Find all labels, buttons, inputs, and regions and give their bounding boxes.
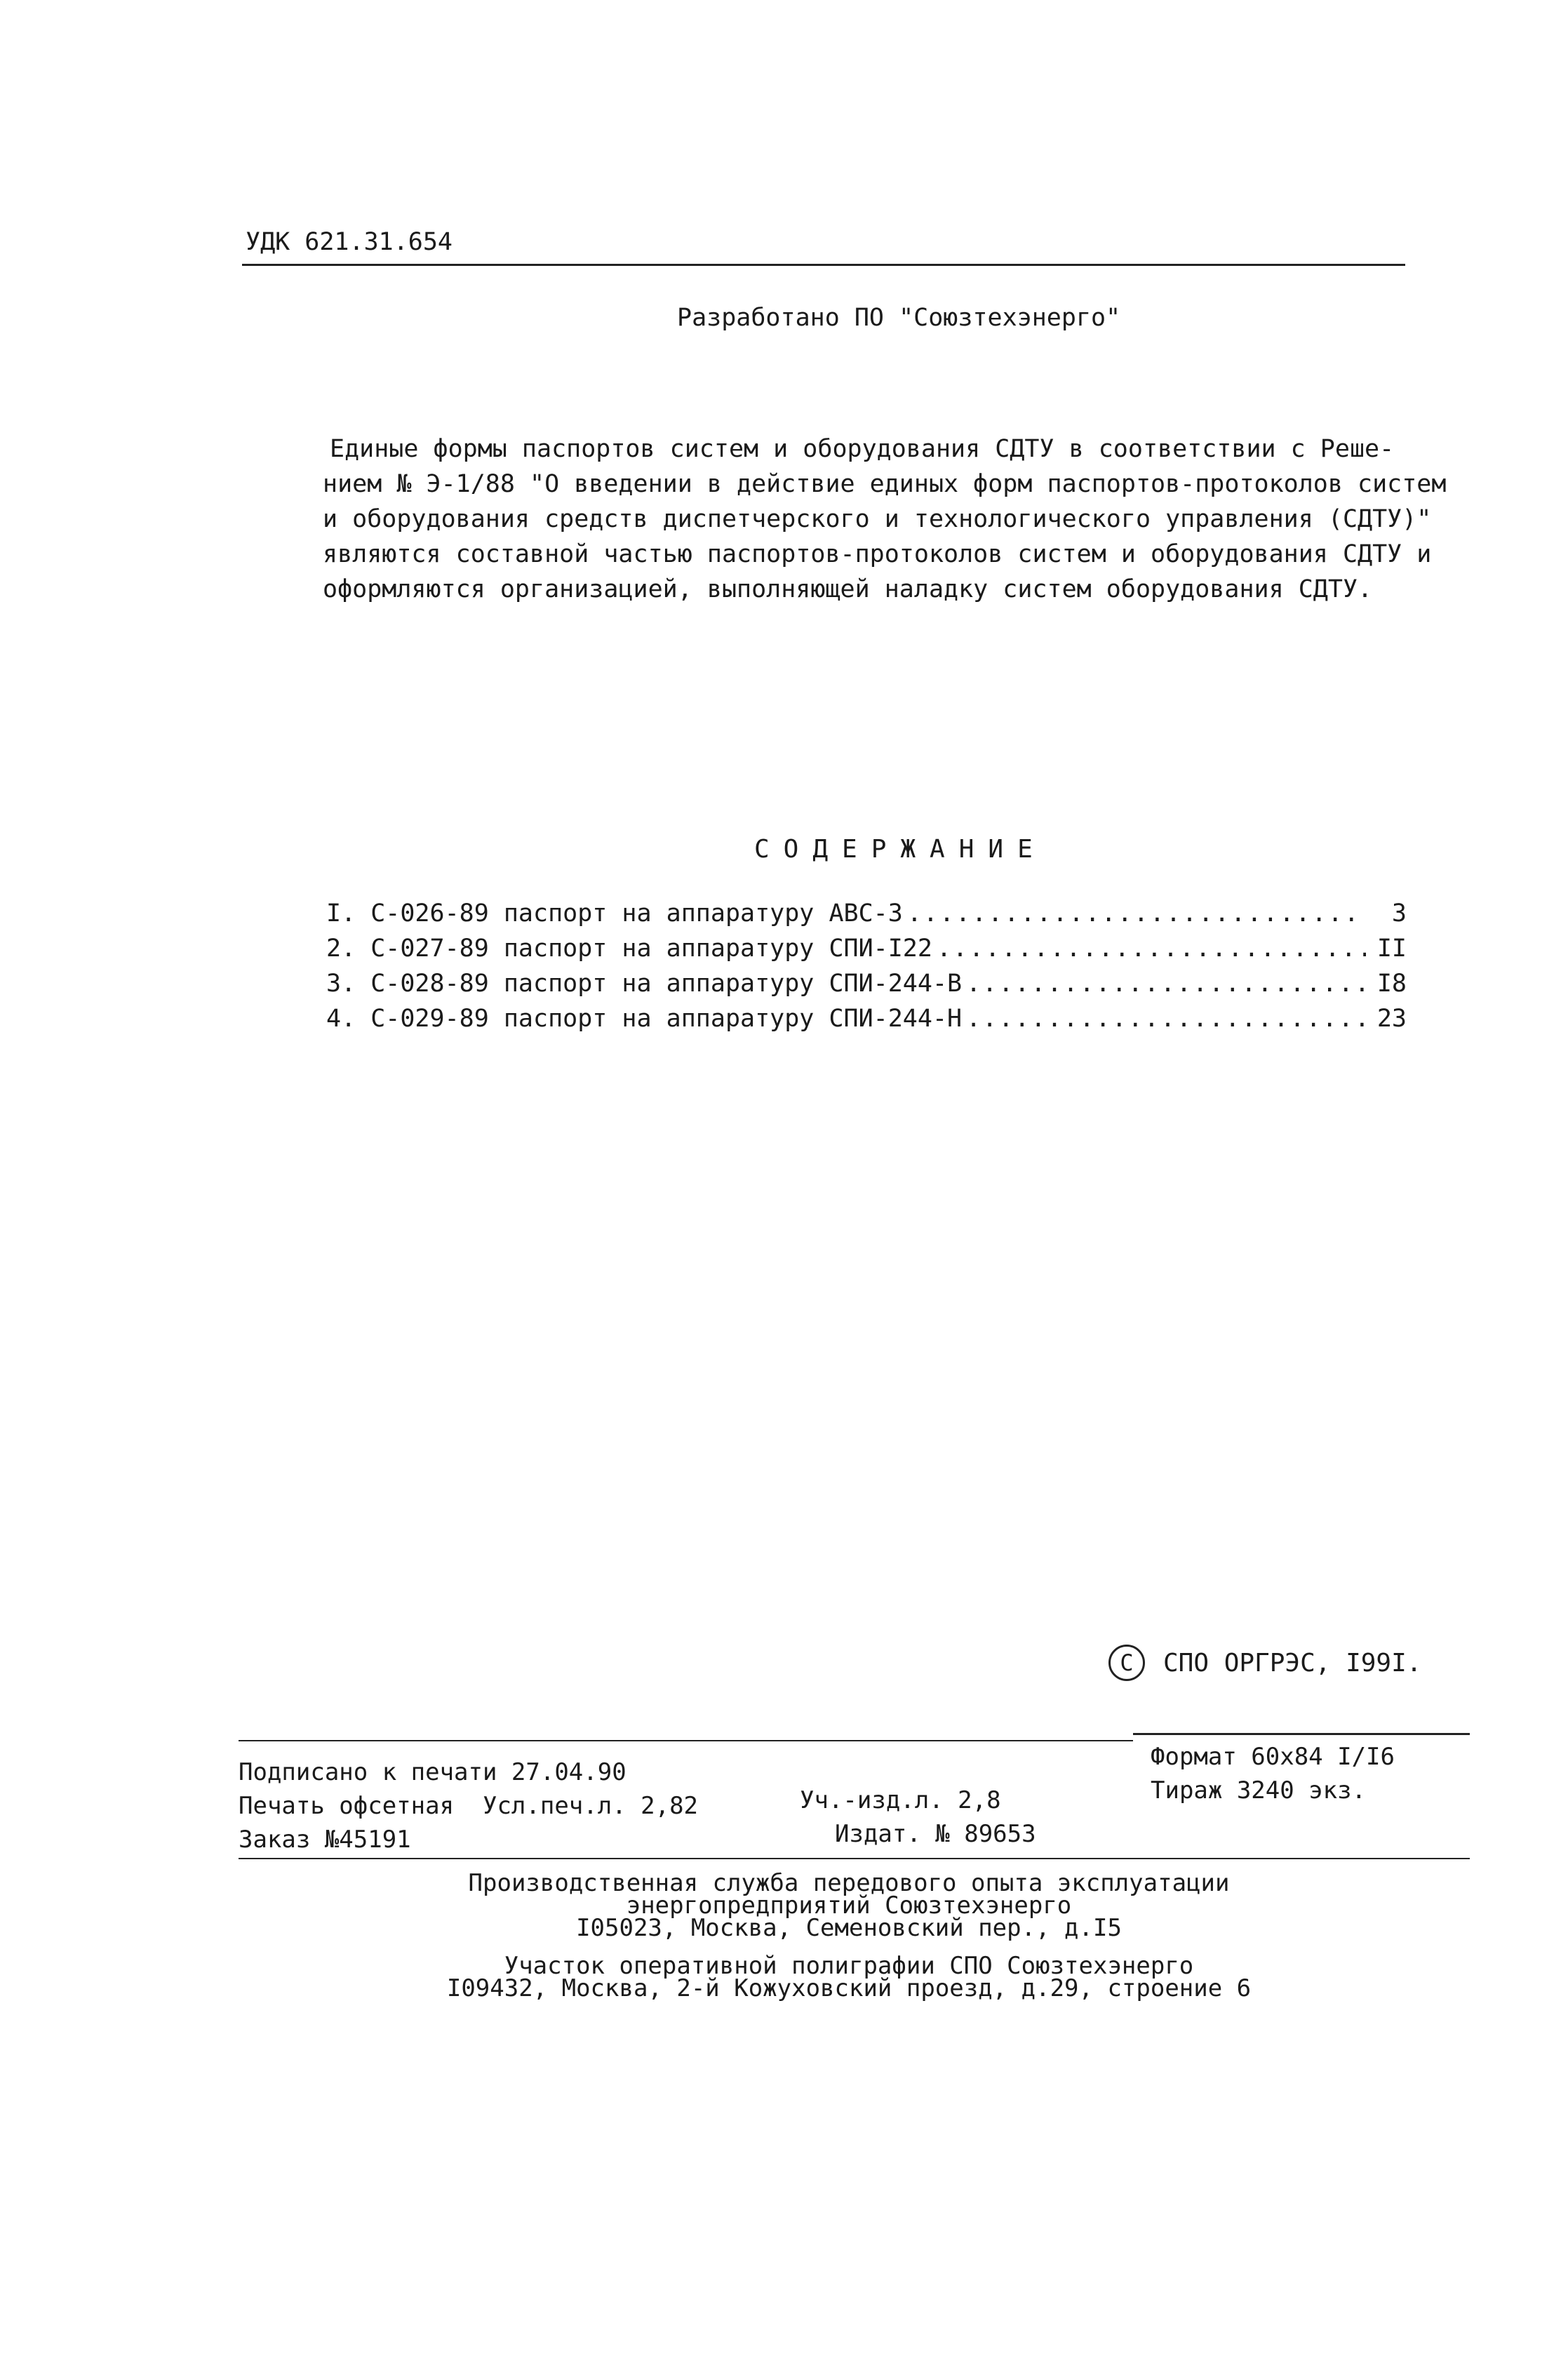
imprint-mid-column	[800, 1783, 1036, 1851]
print-type: Печать офсетная Усл.печ.л. 2,82	[239, 1792, 699, 1820]
printer-name: Участок оперативной полиграфии СПО Союзтехэнерго	[504, 1952, 1194, 1980]
toc-leader-dots	[937, 935, 1366, 963]
printer-address: I09432, Москва, 2-й Кожуховский проезд, д.29, строение 6	[446, 1974, 1252, 2002]
toc-item-page: I8	[1376, 970, 1407, 998]
header-rule	[242, 264, 1405, 266]
paper-format: Формат 60х84 I/I6	[1151, 1743, 1395, 1771]
publisher-org: энергопредприятий Союзтехэнерго	[626, 1892, 1072, 1920]
toc-leader-dots	[966, 1005, 1366, 1033]
intro-paragraph	[323, 431, 1447, 607]
toc-item	[326, 1005, 1407, 1040]
contents-title: СОДЕРЖАНИЕ	[754, 835, 1047, 864]
toc-item-page: 3	[1391, 899, 1407, 928]
circulation: Тираж 3240 экз.	[1151, 1776, 1367, 1805]
intro-line: являются составной частью паспортов-протоколов систем и оборудования СДТУ и	[323, 540, 1432, 568]
order-number: Заказ №45191	[239, 1826, 411, 1854]
toc-item-page: 23	[1376, 1005, 1407, 1033]
toc-item	[326, 935, 1407, 970]
intro-line: и оборудования средств диспетчерского и технологического управления (СДТУ)"	[323, 505, 1432, 533]
toc-item-label: 4. С-029-89 паспорт на аппаратуру СПИ-244-Н	[326, 1005, 963, 1033]
toc-item-label: 2. С-027-89 паспорт на аппаратуру СПИ-I22	[326, 935, 932, 963]
udc-code: УДК 621.31.654	[246, 228, 453, 256]
toc-leader-dots	[907, 899, 1366, 928]
copyright-notice	[1108, 1645, 1421, 1681]
imprint-bottom-rule	[239, 1858, 1470, 1859]
copyright-text: СПО ОРГРЭС, I99I.	[1163, 1648, 1422, 1678]
toc-item-label: I. С-026-89 паспорт на аппаратуру АВС-3	[326, 899, 903, 928]
imprint-left-column	[239, 1755, 698, 1856]
toc-leader-dots	[966, 970, 1366, 998]
developer-credit: Разработано ПО "Союзтехэнерго"	[677, 304, 1121, 332]
publisher-address: I05023, Москва, Семеновский пер., д.I5	[576, 1914, 1122, 1942]
copyright-icon: С	[1108, 1645, 1145, 1681]
toc-item	[326, 970, 1407, 1005]
signed-date: Подписано к печати 27.04.90	[239, 1758, 626, 1786]
imprint-top-rule	[1133, 1733, 1470, 1735]
toc-item-page: II	[1376, 935, 1407, 963]
table-of-contents	[326, 899, 1407, 1040]
publication-number: Издат. № 89653	[835, 1820, 1036, 1848]
publisher-info	[393, 1869, 1305, 2002]
intro-line: оформляются организацией, выполняющей наладку систем оборудования СДТУ.	[323, 575, 1373, 603]
intro-line: нием № Э-1/88 "О введении в действие единых форм паспортов-протоколов систем	[323, 470, 1447, 498]
toc-item	[326, 899, 1407, 935]
edition-sheets: Уч.-изд.л. 2,8	[800, 1786, 1001, 1814]
publisher-name: Производственная служба передового опыта эксплуатации	[468, 1869, 1230, 1897]
imprint-top-rule-left	[239, 1740, 1133, 1741]
toc-item-label: 3. С-028-89 паспорт на аппаратуру СПИ-244-В	[326, 970, 963, 998]
intro-line: Единые формы паспортов систем и оборудования СДТУ в соответствии с Реше-	[330, 435, 1395, 463]
imprint-right-column	[1151, 1740, 1395, 1807]
